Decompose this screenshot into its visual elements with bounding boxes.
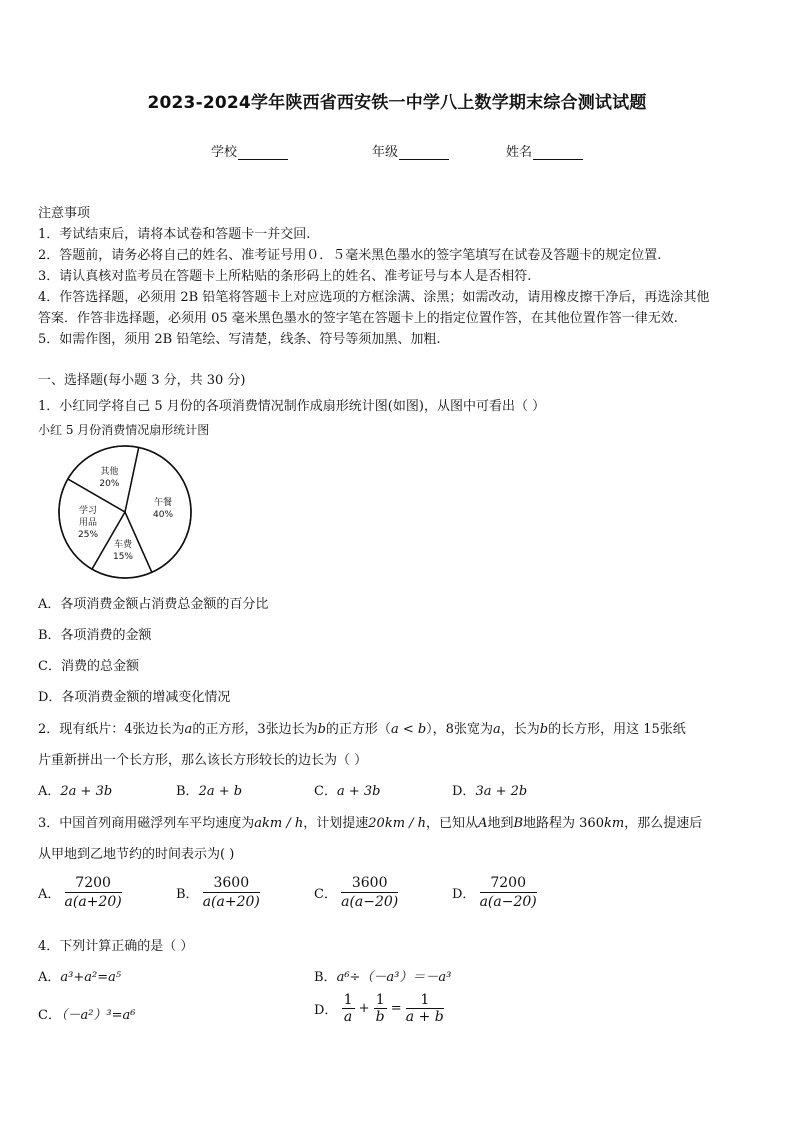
school-blank[interactable] xyxy=(238,146,288,160)
pie-label-3: 其他 xyxy=(100,467,119,478)
chart-title: 小红 5 月份消费情况扇形统计图 xyxy=(38,423,210,437)
pie-label-0: 午餐 xyxy=(154,497,173,508)
q1-option-a[interactable]: A．各项消费金额占消费总金额的百分比 xyxy=(38,597,269,612)
q1-option-b[interactable]: B．各项消费的金额 xyxy=(38,628,152,643)
q2-stem-line2: 片重新拼出一个长方形，那么该长方形较长的边长为（ ） xyxy=(38,753,368,768)
q4-option-b[interactable]: B．a⁶÷（－a³）＝－a³ xyxy=(314,970,452,985)
pie-value-0: 40% xyxy=(153,509,174,520)
school-label: 学校 xyxy=(211,145,238,160)
notice-item-2: 2．答题前，请务必将自己的姓名、准考证号用０．５毫米黑色墨水的签字笔填写在试卷及答题卡的规定位置. xyxy=(38,248,662,263)
q1-stem: 1．小红同学将自己 5 月份的各项消费情况制作成扇形统计图(如图)，从图中可看出（ ） xyxy=(38,399,546,414)
q2-option-a[interactable]: A．2a + 3b xyxy=(38,784,113,799)
pie-label-2: 用品 xyxy=(79,517,98,528)
q2-option-b[interactable]: B．2a + b xyxy=(176,784,243,799)
name-label: 姓名 xyxy=(506,145,533,160)
name-blank[interactable] xyxy=(533,146,583,160)
notice-item-3: 3．请认真核对监考员在答题卡上所粘贴的条形码上的姓名、准考证号与本人是否相符. xyxy=(38,269,532,284)
pie-value-2: 25% xyxy=(78,529,99,540)
section-heading: 一、选择题(每小题 3 分，共 30 分) xyxy=(38,373,246,388)
notice-item-4-cont: 答案．作答非选择题，必须用 05 毫米黑色墨水的签字笔在答题卡上的指定位置作答，在其他位置作答一律无效. xyxy=(38,311,678,326)
notice-item-5: 5．如需作图，须用 2B 铅笔绘、写清楚，线条、符号等须加黑、加粗. xyxy=(38,332,441,347)
name-field[interactable] xyxy=(506,141,583,160)
q3-option-a[interactable]: A． $\frac{7200}{a(a+20)}$ xyxy=(38,875,122,910)
q1-option-d[interactable]: D．各项消费金额的增减变化情况 xyxy=(38,690,231,705)
q4-option-d[interactable]: D． $\frac{1}{a}$ + $\frac{1}{b}$ = $\frac{1}{a + b}$ xyxy=(314,992,444,1025)
grade-blank[interactable] xyxy=(399,146,449,160)
pie-value-3: 20% xyxy=(99,479,120,490)
q3-option-c[interactable]: C． $\frac{3600}{a(a-20)}$ xyxy=(314,875,399,910)
q1-option-c[interactable]: C．消费的总金额 xyxy=(38,659,139,674)
q4-option-c[interactable]: C．（－a²）³=a⁶ xyxy=(38,1008,136,1023)
q3-option-b[interactable]: B． $\frac{3600}{a(a+20)}$ xyxy=(176,875,260,910)
q4-stem: 4．下列计算正确的是（ ） xyxy=(38,939,194,954)
notice-heading: 注意事项 xyxy=(38,206,91,221)
q4-option-a[interactable]: A．a³+a²=a⁵ xyxy=(38,970,122,985)
q3-stem-line2: 从甲地到乙地节约的时间表示为( ) xyxy=(38,847,235,862)
pie-label-1: 车费 xyxy=(113,540,133,551)
notice-item-4: 4．作答选择题，必须用 2B 铅笔将答题卡上对应选项的方框涂满、涂黑；如需改动，请用橡皮擦干净后，再选涂其他 xyxy=(38,290,710,305)
notice-item-1: 1．考试结束后，请将本试卷和答题卡一并交回. xyxy=(38,227,311,242)
q2-stem-line1: 2．现有纸片：4张边长为a的正方形，3张边长为b的正方形（a < b），8张宽为a，长为b的长方形，用这 15张纸 xyxy=(38,722,686,737)
school-field[interactable] xyxy=(211,141,288,160)
q2-option-c[interactable]: C．a + 3b xyxy=(314,784,381,799)
q3-option-d[interactable]: D． $\frac{7200}{a(a-20)}$ xyxy=(452,875,537,910)
q3-stem-line1: 3．中国首列商用磁浮列车平均速度为akm / h，计划提速20km / h，已知从A地到B地路程为 360km，那么提速后 xyxy=(38,816,703,831)
grade-label: 年级 xyxy=(372,145,399,160)
exam-title: 2023-2024学年陕西省西安铁一中学八上数学期末综合测试试题 xyxy=(147,93,647,113)
pie-chart xyxy=(40,440,200,590)
pie-value-1: 15% xyxy=(112,552,134,563)
grade-field[interactable] xyxy=(372,141,449,160)
pie-label-2: 学习 xyxy=(79,505,98,516)
q2-option-d[interactable]: D．3a + 2b xyxy=(452,784,528,799)
